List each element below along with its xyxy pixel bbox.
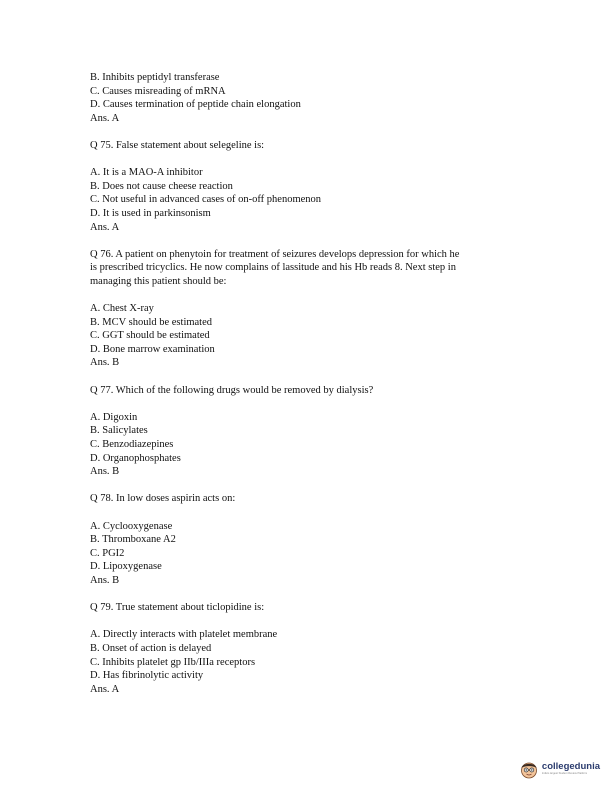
answer: Ans. A <box>90 221 120 233</box>
brand-name: collegedunia <box>541 761 600 772</box>
option: D. Organophosphates <box>90 452 181 464</box>
option: D. Bone marrow examination <box>90 343 215 355</box>
option: B. Thromboxane A2 <box>90 534 176 546</box>
option: D. Has fibrinolytic activity <box>90 670 204 682</box>
question-text: Q 76. A patient on phenytoin for treatment of seizures develops depression for which he <box>90 248 460 260</box>
option: B. Does not cause cheese reaction <box>90 180 233 192</box>
answer: Ans. B <box>90 466 120 478</box>
question-79 <box>90 601 530 696</box>
option: B. MCV should be estimated <box>90 316 213 328</box>
option: C. Not useful in advanced cases of on-off phenomenon <box>90 194 322 206</box>
question-text: Q 75. False statement about selegeline is: <box>90 139 265 151</box>
option: C. Inhibits platelet gp IIb/IIIa receptors <box>90 656 256 668</box>
collegedunia-logo <box>519 759 600 779</box>
answer: Ans. B <box>90 574 120 586</box>
student-mascot-icon <box>519 759 539 779</box>
question-76 <box>90 248 530 370</box>
option: B. Inhibits peptidyl transferase <box>90 72 220 83</box>
option: C. Causes misreading of mRNA <box>90 85 226 97</box>
option: C. GGT should be estimated <box>90 330 210 342</box>
option: D. Lipoxygenase <box>90 561 162 573</box>
option: C. PGI2 <box>90 547 125 559</box>
question-text: managing this patient should be: <box>90 275 227 287</box>
question-text: is prescribed tricyclics. He now complains of lassitude and his Hb reads 8. Next step in <box>90 262 456 274</box>
question-text: Q 77. Which of the following drugs would be removed by dialysis? <box>90 384 374 396</box>
answer: Ans. A <box>90 683 120 695</box>
document-body <box>90 71 530 696</box>
option: C. Benzodiazepines <box>90 439 174 451</box>
question-75 <box>90 139 530 234</box>
option: A. Digoxin <box>90 411 138 423</box>
option: A. Cyclooxygenase <box>90 520 173 532</box>
question-text: Q 79. True statement about ticlopidine is: <box>90 602 265 614</box>
option: A. It is a MAO-A inhibitor <box>90 167 203 179</box>
option: A. Chest X-ray <box>90 303 154 315</box>
option: D. It is used in parkinsonism <box>90 207 211 219</box>
option: B. Salicylates <box>90 425 148 437</box>
question-text: Q 78. In low doses aspirin acts on: <box>90 493 236 505</box>
brand-tagline: India's largest Student Review Platform <box>541 772 588 775</box>
question-78 <box>90 492 530 587</box>
answer: Ans. B <box>90 357 120 369</box>
option: A. Directly interacts with platelet membrane <box>90 629 278 641</box>
question-77 <box>90 384 530 479</box>
option: D. Causes termination of peptide chain elongation <box>90 99 301 111</box>
answer: Ans. A <box>90 112 120 124</box>
previous-question-options <box>90 71 530 125</box>
option: B. Onset of action is delayed <box>90 642 212 654</box>
